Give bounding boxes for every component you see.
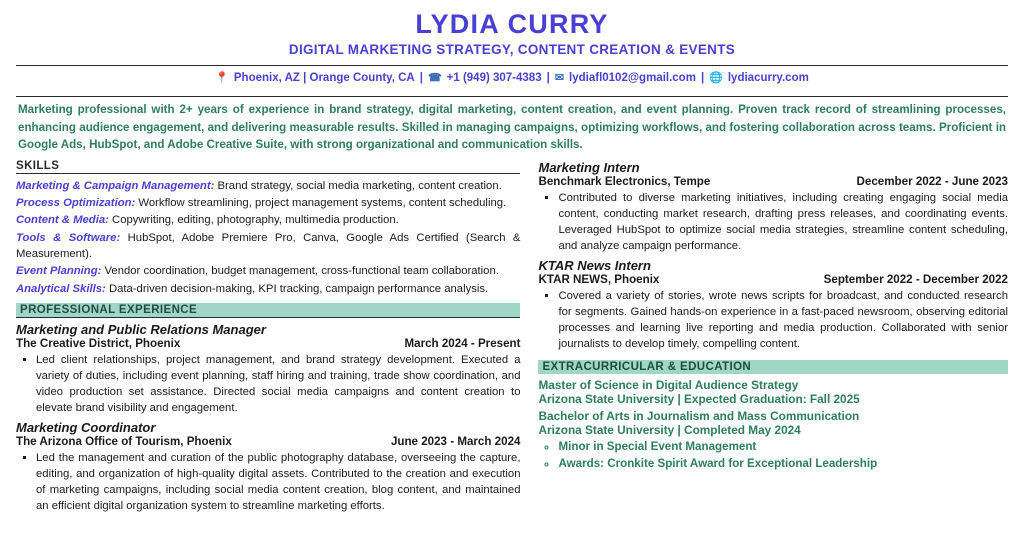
skill-category: Analytical Skills: <box>16 282 106 295</box>
skill-item <box>16 195 520 211</box>
job-bullets <box>538 288 1008 352</box>
contact-phone: +1 (949) 307-4383 <box>446 71 542 84</box>
phone-icon: ☎ <box>427 72 442 85</box>
left-column <box>16 160 520 516</box>
right-column <box>538 160 1008 516</box>
job-company: The Creative District, Phoenix <box>16 337 181 351</box>
skill-category: Tools & Software: <box>16 231 121 244</box>
skill-detail: Copywriting, editing, photography, multimedia production. <box>112 214 399 227</box>
skills-list <box>16 178 520 298</box>
skill-item <box>16 281 520 297</box>
contact-location: Phoenix, AZ | Orange County, CA <box>233 71 415 84</box>
section-heading-extracurricular: EXTRACURRICULAR & EDUCATION <box>538 360 1008 374</box>
job-dates: September 2022 - December 2022 <box>823 272 1008 286</box>
skill-item <box>16 263 520 279</box>
job-bullet: ▪ Covered a variety of stories, wrote news scripts for broadcast, and conducted research for segments. Gained hands-on experience in a fast-paced newsroom, observing editorial processes and learning live reporting and media production. Collaborated with senior journalists to develop timely, compelling content. <box>558 288 1008 352</box>
education-list <box>538 378 1008 473</box>
job-dates: June 2023 - March 2024 <box>390 435 521 449</box>
skill-category: Process Optimization: <box>16 196 136 209</box>
education-school: Arizona State University | Completed May 2024 <box>538 422 801 437</box>
headline: DIGITAL MARKETING STRATEGY, CONTENT CREATION & EVENTS <box>288 42 736 58</box>
page-title: LYDIA CURRY <box>415 9 609 39</box>
professional-summary: Marketing professional with 2+ years of experience in brand strategy, digital marketing, content creation, and event planning. Proven track record of streamlining processes, enhancing audience engagement, and delivering measurable results. Skilled in managing campaigns, optimizing workflows, and fostering collaboration across teams. Proficient in Google Ads, HubSpot, and Adobe Creative Suite, with strong organizational and communication skills. <box>18 103 1006 152</box>
section-heading-experience: PROFESSIONAL EXPERIENCE <box>16 303 520 318</box>
job-meta <box>16 337 520 350</box>
resume-body <box>16 160 1008 516</box>
job-bullets <box>16 352 520 416</box>
education-degree: Master of Science in Digital Audience Strategy <box>538 377 799 392</box>
contact-website[interactable]: lydiacurry.com <box>727 71 809 84</box>
job-meta <box>16 435 520 448</box>
job-title: Marketing Intern <box>538 159 640 175</box>
contact-email[interactable]: lydiafl0102@gmail.com <box>569 71 696 84</box>
skill-detail: Data-driven decision-making, KPI tracking, campaign performance analysis. <box>108 282 489 295</box>
job-company: The Arizona Office of Tourism, Phoenix <box>16 435 232 449</box>
job-bullet: ▪ Led client relationships, project management, and brand strategy development. Executed a variety of duties, including event planning, staff hiring and training, trade show coordination, and video production set assistance. Directed social media campaigns and content creation to elevate brand visibility and engagement. <box>36 352 520 416</box>
education-school: Arizona State University | Expected Graduation: Fall 2025 <box>538 391 860 406</box>
experience-item <box>538 258 1008 352</box>
job-title: Marketing and Public Relations Manager <box>16 322 266 338</box>
section-heading-skills: SKILLS <box>16 160 520 174</box>
envelope-icon: ✉ <box>554 72 565 85</box>
contact-separator-2: | <box>546 71 550 84</box>
contact-separator-3: | <box>700 71 705 84</box>
job-company: Benchmark Electronics, Tempe <box>538 174 711 188</box>
education-extra-item: ◦ Minor in Special Event Management <box>558 438 1008 455</box>
skill-item <box>16 178 520 194</box>
education-extra-item: ◦ Awards: Cronkite Spirit Award for Exceptional Leadership <box>558 455 1008 472</box>
job-bullets <box>538 190 1008 254</box>
skill-item <box>16 212 520 228</box>
contact-separator-1: | <box>419 71 423 84</box>
job-bullets <box>16 450 520 514</box>
job-dates: March 2024 - Present <box>404 337 521 351</box>
job-bullet: ▪ Contributed to diverse marketing initiatives, including creating engaging social media content, conducting market research, drafting press releases, and coordinating events. Leveraged HubSpot to optimize social media strategies, streamline content scheduling, and analyze campaign performance. <box>558 190 1008 254</box>
job-meta <box>538 175 1008 188</box>
job-title: Marketing Coordinator <box>16 420 156 436</box>
experience-item <box>16 322 520 416</box>
job-company: KTAR NEWS, Phoenix <box>538 272 660 286</box>
experience-item <box>538 160 1008 254</box>
job-bullet: ▪ Led the management and curation of the public photography database, overseeing the capture, editing, and organization of high-quality digital assets. Contributed to the creation and execution of marketing campaigns, including social media content creation, blog content, and maintained an efficient digital organization system to streamline marketing efforts. <box>36 450 520 514</box>
job-meta <box>538 273 1008 286</box>
job-title: KTAR News Intern <box>538 257 651 273</box>
experience-item <box>16 420 520 514</box>
education-extras <box>538 438 1008 473</box>
job-dates: December 2022 - June 2023 <box>856 174 1008 188</box>
skill-category: Event Planning: <box>16 265 102 278</box>
contact-bar <box>16 66 1008 88</box>
skill-category: Content & Media: <box>16 214 109 227</box>
globe-icon: 🌐 <box>709 72 723 85</box>
skill-detail: Vendor coordination, budget management, cross-functional team collaboration. <box>104 265 499 278</box>
location-pin-icon: 📍 <box>215 72 229 85</box>
skill-category: Marketing & Campaign Management: <box>16 179 215 192</box>
skill-detail: Workflow streamlining, project management systems, content scheduling. <box>138 196 507 209</box>
skill-item <box>16 230 520 263</box>
skill-detail: HubSpot, Adobe Premiere Pro, Canva, Google Ads Certified (Search & Measurement). <box>16 231 521 261</box>
education-degree: Bachelor of Arts in Journalism and Mass Communication <box>538 408 860 423</box>
skill-detail: Brand strategy, social media marketing, content creation. <box>217 179 502 192</box>
